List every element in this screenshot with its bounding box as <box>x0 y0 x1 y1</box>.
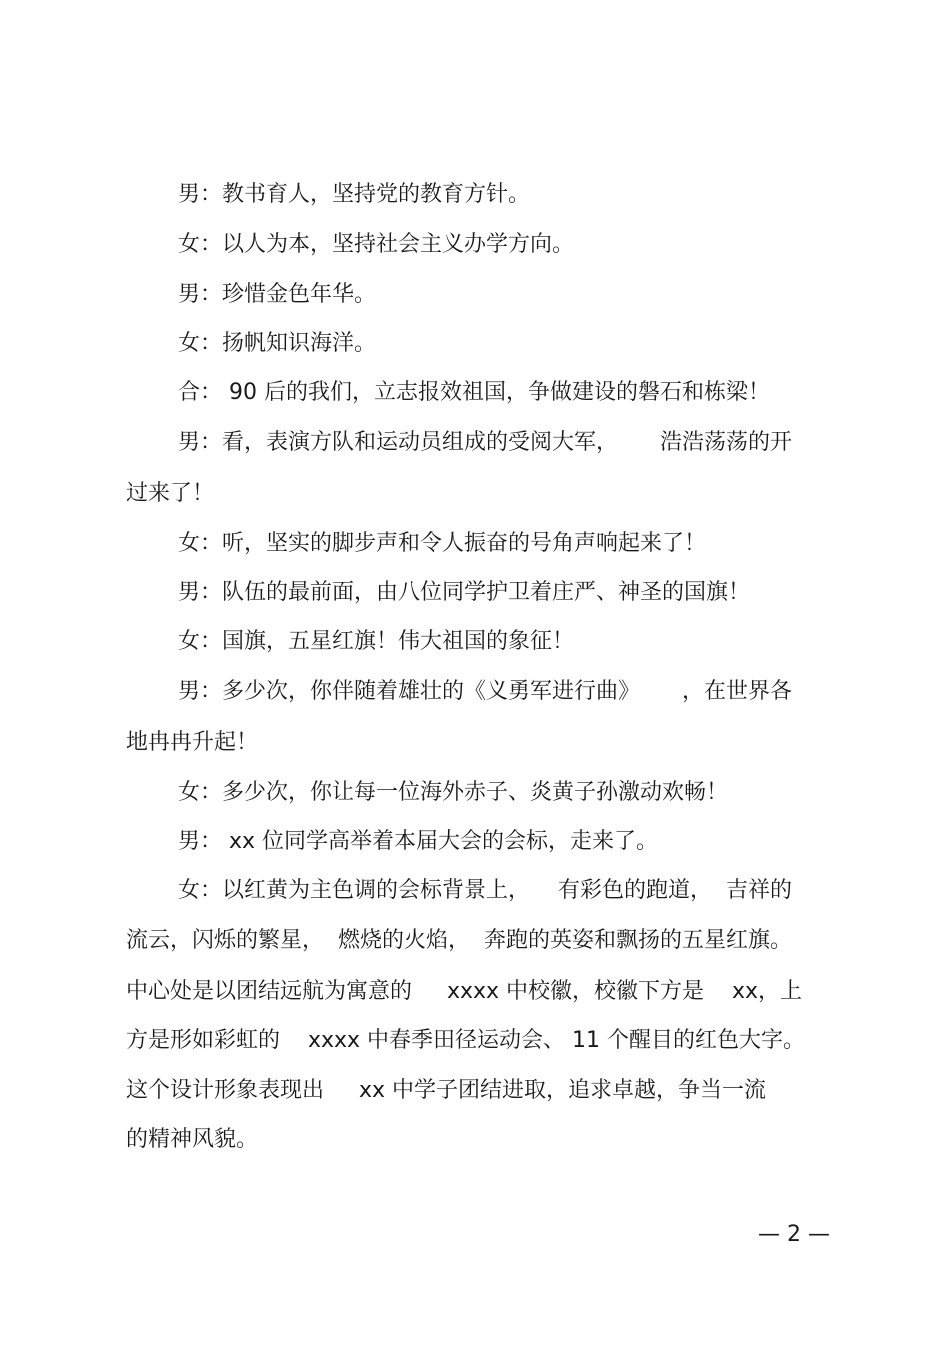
paragraph-line: 中心处是以团结远航为寓意的 xxxx 中校徽，校徽下方是 xx，上 <box>126 979 803 1004</box>
paragraph-line: 流云，闪烁的繁星， 燃烧的火焰， 奔跑的英姿和飘扬的五星红旗。 <box>126 928 792 953</box>
paragraph-line: 男：队伍的最前面，由八位同学护卫着庄严、神圣的国旗！ <box>178 580 751 605</box>
paragraph-line: 女：扬帆知识海洋。 <box>178 331 377 356</box>
paragraph-line: 女：听，坚实的脚步声和令人振奋的号角声响起来了！ <box>178 531 707 556</box>
paragraph-line: 男：看，表演方队和运动员组成的受阅大军， 浩浩荡荡的开 <box>178 430 792 455</box>
paragraph-line: 女：以人为本，坚持社会主义办学方向。 <box>178 232 575 257</box>
paragraph-line: 方是形如彩虹的 xxxx 中春季田径运动会、 11 个醒目的红色大字。 <box>126 1028 806 1053</box>
paragraph-line: 女：国旗，五星红旗！伟大祖国的象征！ <box>178 629 575 654</box>
paragraph-line: 女：以红黄为主色调的会标背景上， 有彩色的跑道， 吉祥的 <box>178 878 792 903</box>
page-number: — 2 — <box>758 1222 830 1247</box>
paragraph-line: 女：多少次，你让每一位海外赤子、炎黄子孙激动欢畅！ <box>178 780 729 805</box>
paragraph-line: 男：珍惜金色年华。 <box>178 282 377 307</box>
paragraph-line: 过来了！ <box>126 481 215 506</box>
paragraph-line: 合： 90 后的我们，立志报效祖国，争做建设的磐石和栋梁！ <box>178 380 770 405</box>
paragraph-line: 男：多少次，你伴随着雄壮的《义勇军进行曲》 ，在世界各 <box>178 679 792 704</box>
paragraph-line: 地冉冉升起！ <box>126 730 259 755</box>
paragraph-line: 男： xx 位同学高举着本届大会的会标，走来了。 <box>178 829 659 854</box>
paragraph-line: 的精神风貌。 <box>126 1127 259 1152</box>
paragraph-line: 这个设计形象表现出 xx 中学子团结进取，追求卓越，争当一流 <box>126 1078 766 1103</box>
paragraph-line: 男：教书育人，坚持党的教育方针。 <box>178 182 531 207</box>
